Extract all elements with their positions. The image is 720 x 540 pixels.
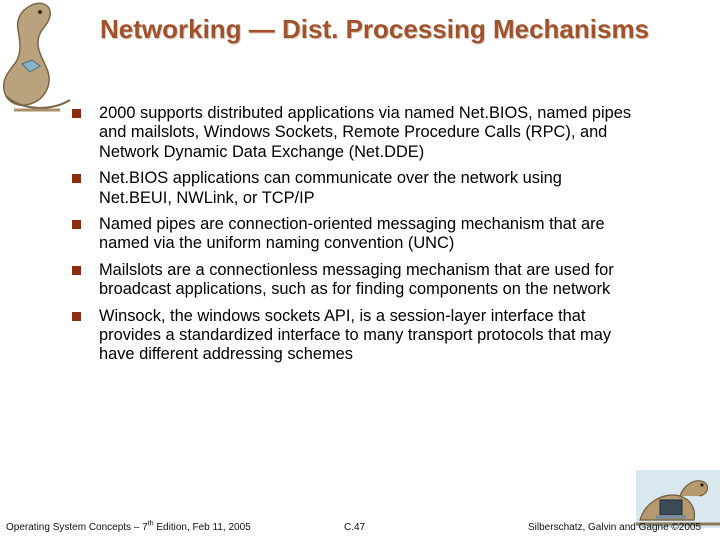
bullet-text: Winsock, the windows sockets API, is a session-layer interface that provides a standardized interface to many transport protocols that may have different addressing schemes xyxy=(99,306,612,364)
bullet-item xyxy=(72,261,632,300)
square-bullet-icon xyxy=(72,174,81,183)
bullet-item xyxy=(72,215,632,254)
slide-number: C.47 xyxy=(344,522,366,533)
square-bullet-icon xyxy=(72,312,81,321)
bullet-text: Mailslots are a connectionless messaging mechanism that are used for broadcast applications, such as for finding components on the network xyxy=(99,260,614,299)
bullet-text: Named pipes are connection-oriented messaging mechanism that are named via the uniform naming convention (UNC) xyxy=(99,215,605,253)
bullet-list xyxy=(72,104,632,372)
square-bullet-icon xyxy=(72,220,81,229)
bullet-text: 2000 supports distributed applications via named Net.BIOS, named pipes and mailslots, Windows Sockets, Remote Procedure Calls (RPC), and Network Dynamic Data Exchange (Net.DDE) xyxy=(99,104,632,161)
bullet-item xyxy=(72,104,632,162)
dinosaur-laptop-icon xyxy=(636,470,720,528)
dinosaur-icon xyxy=(0,0,84,120)
bullet-item xyxy=(72,169,632,208)
square-bullet-icon xyxy=(72,109,81,118)
footer-copyright: Silberschatz, Galvin and Gagne ©2005 xyxy=(528,522,702,533)
bullet-text: Net.BIOS applications can communicate over the network using Net.BEUI, NWLink, or TCP/IP xyxy=(99,169,562,207)
slide-title: Networking — Dist. Processing Mechanisms xyxy=(100,14,650,44)
bullet-item xyxy=(72,307,632,365)
square-bullet-icon xyxy=(72,266,81,275)
footer-book-info: Operating System Concepts – 7th Edition, Feb 11, 2005 xyxy=(6,520,251,533)
